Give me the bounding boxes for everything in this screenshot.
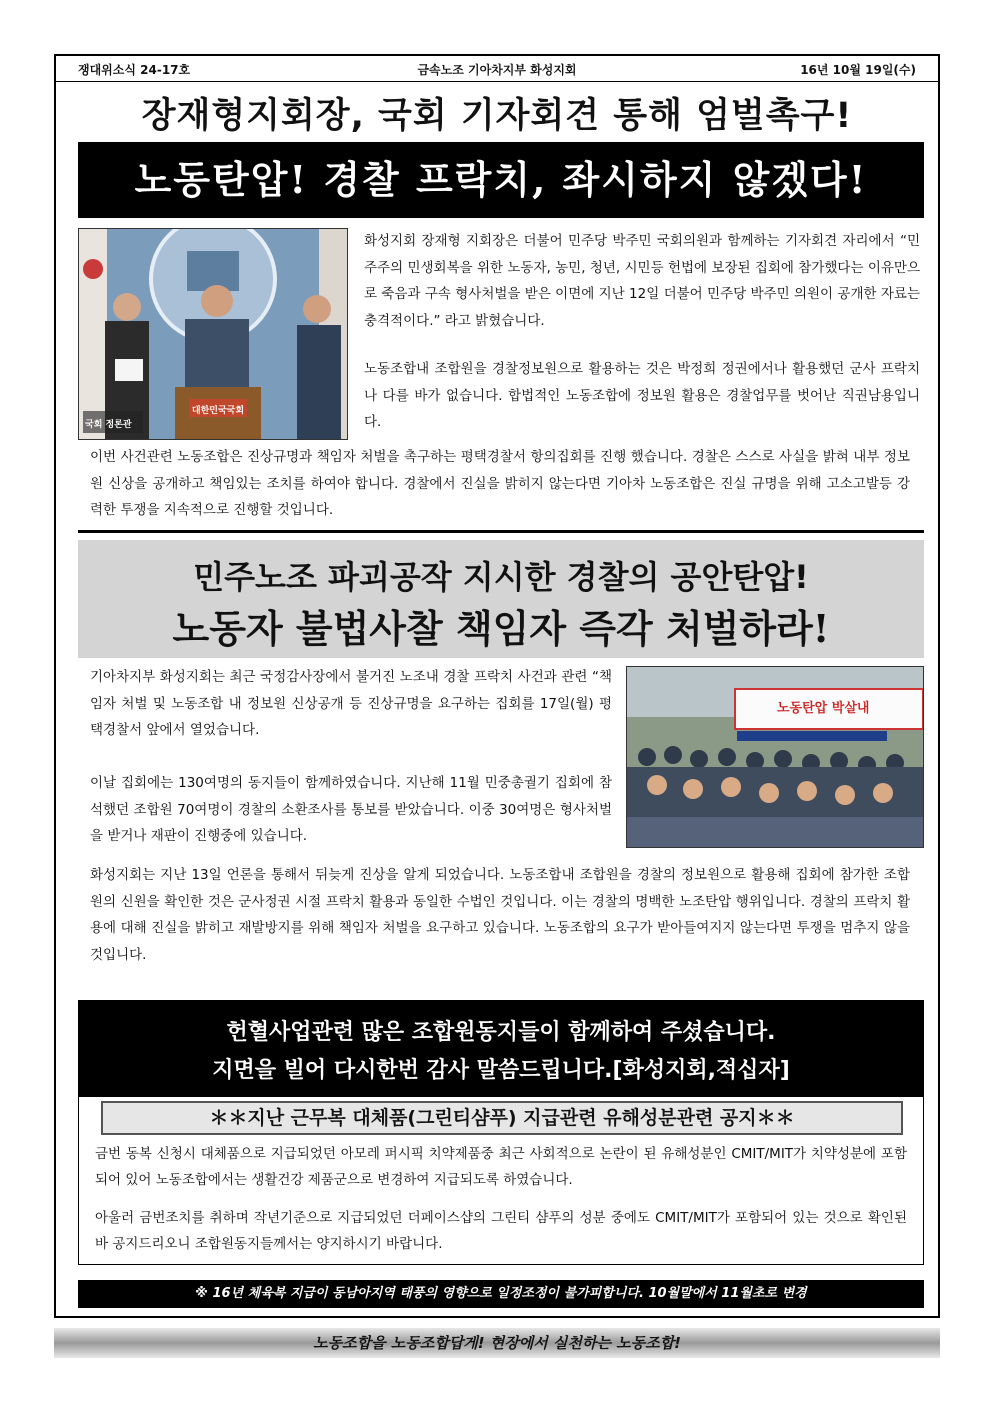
header-bar — [56, 56, 938, 82]
article2-headline-1: 민주노조 파괴공작 지시한 경찰의 공안탄압! — [193, 558, 809, 596]
issue-number: 쟁대위소식 24-17호 — [78, 63, 191, 77]
issue-date: 16년 10월 19일(수) — [800, 63, 916, 77]
photo-corner-label: 국회 정론관 — [85, 420, 132, 430]
article1-headline: 장재형지회장, 국회 기자회견 통해 엄벌촉구! — [141, 96, 853, 136]
article2-paragraph-2: 이날 집회에는 130여명의 동지들이 함께하였습니다. 지난해 11월 민중총궐기 집회에 참석했던 조합원 70여명이 경찰의 소환조사를 통보를 받았습니다. 이중 30여명은 형사처벌을 받거나 재판이 진행중에 있습니다. — [90, 775, 612, 844]
rally-banner-text: 노동탄압 박살내 — [777, 701, 870, 716]
article2-headline-2: 노동자 불법사찰 책임자 즉각 처벌하라! — [172, 606, 830, 651]
article1-paragraph-2: 노동조합내 조합원을 경찰정보원으로 활용하는 것은 박정희 정권에서나 활용했던 군사 프락치나 다를 바가 없습니다. 합법적인 노동조합에 정보원 활용은 경찰업무를 벗어난 직권남용입니다. — [364, 361, 920, 430]
rally-photo — [626, 666, 924, 848]
thanks-banner — [79, 1001, 923, 1097]
article1-paragraph-3: 이번 사건관련 노동조합은 진상규명과 책임자 처벌을 촉구하는 평택경찰서 항의집회를 진행 했습니다. 경찰은 스스로 사실을 밝혀 내부 정보원 신상을 공개하고 책임있는 조치를 하여야 합니다. 경찰에서 진실을 밝히지 않는다면 기아차 노동조합은 진실 규명을 위해 고소고발등 강력한 투쟁을 지속적으로 진행할 것입니다. — [90, 449, 910, 518]
thanks-line-1: 헌혈사업관련 많은 조합원동지들이 함께하여 주셨습니다. — [226, 1020, 776, 1045]
rally-illustration — [627, 667, 923, 847]
press-conference-photo — [78, 228, 348, 440]
section-divider — [78, 530, 924, 533]
article1-subheadline: 노동탄압! 경찰 프락치, 좌시하지 않겠다! — [78, 142, 924, 218]
publisher: 금속노조 기아차지부 화성지회 — [417, 63, 577, 77]
article2-paragraph-1: 기아차지부 화성지회는 최근 국정감사장에서 불거진 노조내 경찰 프락치 사건과 관련 “책임자 처벌 및 노동조합 내 정보원 신상공개 등 진상규명을 요구하는 집회를 17일(월) 평택경찰서 앞에서 열었습니다. — [90, 669, 612, 738]
newsletter-page — [54, 54, 940, 1318]
notice-paragraph-1: 금번 동복 신청시 대체품으로 지급되었던 아모레 퍼시픽 치약제품중 최근 사회적으로 논란이 된 유해성분인 CMIT/MIT가 치약성분에 포함되어 있어 노동조합에서는 생활건강 제품군으로 변경하여 지급되도록 하였습니다. — [95, 1146, 907, 1188]
notice-paragraph-2: 아울러 금번조치를 취하며 작년기준으로 지급되었던 더페이스샵의 그린티 샴푸의 성분 중에도 CMIT/MIT가 포함되어 있는 것으로 확인된바 공지드리오니 조합원동지들께서는 양지하시기 바랍니다. — [95, 1210, 907, 1252]
article2-headline-band — [78, 540, 924, 658]
notice-section — [78, 1000, 924, 1265]
thanks-line-2: 지면을 빌어 다시한번 감사 말씀드립니다.[화성지회,적십자] — [212, 1058, 790, 1083]
notice-title: ＊＊지난 근무복 대체품(그린티샴푸) 지급관련 유해성분관련 공지＊＊ — [101, 1101, 903, 1135]
footer-slogan: 노동조합을 노동조합답게! 현장에서 실천하는 노동조합! — [54, 1328, 940, 1358]
podium-sign: 대한민국국회 — [191, 406, 245, 416]
article1-paragraph-1: 화성지회 장재형 지회장은 더불어 민주당 박주민 국회의원과 함께하는 기자회견 자리에서 “민주주의 민생회복을 위한 노동자, 농민, 청년, 시민등 헌법에 보장된 집회에 참가했다는 이유만으로 죽음과 구속 형사처벌을 받은 이면에 지난 12일 더불어 민주당 박주민 의원이 공개한 자료는 충격적이다.” 라고 밝혔습니다. — [364, 233, 920, 329]
uniform-schedule-note: ※ 16년 체육복 지급이 동남아지역 태풍의 영향으로 일정조정이 불가피합니다. 10월말에서 11월초로 변경 — [78, 1280, 924, 1308]
article2-paragraph-3: 화성지회는 지난 13일 언론을 통해서 뒤늦게 진상을 알게 되었습니다. 노동조합내 조합원을 경찰의 정보원으로 활용해 집회에 참가한 조합원의 신원을 확인한 것은 군사정권 시절 프락치 활용과 동일한 수법인 것입니다. 이는 경찰의 명백한 노조탄압 행위입니다. 경찰의 프락치 활용에 대해 진실을 밝히고 재발방지를 위해 책임자 처벌을 요구하고 있습니다. 노동조합의 요구가 받아들여지지 않는다면 투쟁을 멈추지 않을 것입니다. — [90, 867, 910, 963]
